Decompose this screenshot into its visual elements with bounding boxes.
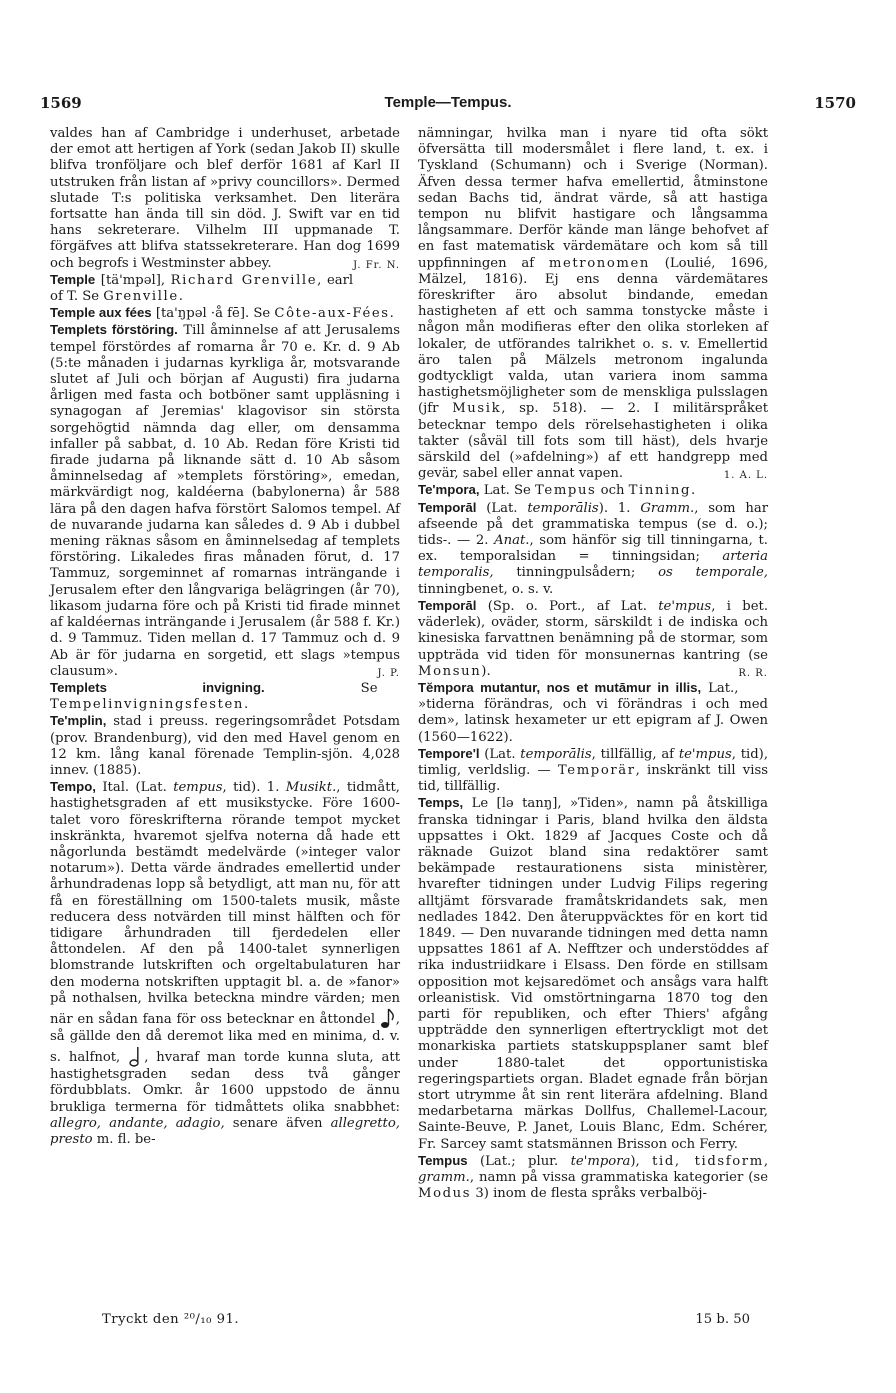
author-signature: J. Fr. N. xyxy=(353,259,400,271)
spaced-name: Richard Grenville xyxy=(170,272,318,288)
headword: Te'mplin, xyxy=(50,713,107,729)
entry-text: . xyxy=(244,697,249,713)
entry-text: (Lat.; plur. xyxy=(467,1153,571,1169)
running-title: Temple—Tempus. xyxy=(384,94,512,111)
headword: Temps, xyxy=(418,795,464,811)
entry-text: Lat. Se xyxy=(479,483,536,499)
italic-term: te'mpus xyxy=(678,746,732,762)
entry-tempus xyxy=(418,1153,768,1203)
italic-term: Musikt. xyxy=(285,780,337,796)
entry-text: 3) inom de flesta språks verbalböj- xyxy=(471,1186,707,1202)
headword: Templets invigning. xyxy=(50,679,265,695)
page-number-left: 1569 xyxy=(40,94,82,112)
cross-reference: Musik xyxy=(452,401,502,417)
entry-templets-invigning xyxy=(50,680,400,713)
half-note-icon xyxy=(128,1045,144,1067)
entry-temporel xyxy=(418,746,768,796)
entry-tempo-continuation xyxy=(418,126,768,482)
entry-text: , tid). 1. xyxy=(222,780,286,796)
entry-temple-aux-fees xyxy=(50,305,400,322)
cross-reference: Monsun xyxy=(418,663,482,679)
entry-text: stad i preuss. regeringsområdet Potsdam (prov. Brandenburg), vid den med Havel genom en 12 km. lång kanal förenade Templin-sjön. 4,028 innev. (1885). xyxy=(50,714,400,778)
italic-term: os temporale, xyxy=(658,565,768,581)
headword: Temple aux fées xyxy=(50,305,152,321)
entry-text: (Loulié, 1696, Mälzel, 1816). Ej ens denna värdemätares föreskrifter äro absolut bindande, emedan hastigheten af ett och samma tonstycke måste i någon mån modifieras efter den olika storleken af lokaler, de utförandes talrikhet o. s. v. Emellertid äro talen på Mälzels metronom ingalunda godtyckligt valda, utan variera inom samma hastighetsmöjligheter som de menskliga pulsslagen (jfr xyxy=(418,255,768,417)
entry-text: , namn på vissa grammatiska kategorier (se xyxy=(469,1170,768,1185)
entry-text: , earl of T. Se xyxy=(50,272,354,305)
entry-text: , tid), timlig, verldslig. — xyxy=(418,746,769,778)
entry-text: . xyxy=(389,306,394,322)
entry-text: (Lat. xyxy=(479,746,521,762)
headword: Temporāl xyxy=(418,597,477,613)
cross-reference: Modus xyxy=(418,1186,472,1202)
page-header xyxy=(40,94,856,114)
entry-text: , sp. 518). — 2. I militärspråket betecknar tempo dels rörelsehastigheten i olika takter (såväl till fots som till häst), dels hvarje särskild del (»afdelning») af ett handgrepp med gevär, sabel eller annat vapen. xyxy=(418,401,768,482)
italic-term: arteria temporalis, xyxy=(418,549,768,581)
entry-text: . xyxy=(178,289,183,305)
entry-text: Till åminnelse af att Jerusalems tempel förstördes af romarna år 70 e. Kr. d. 9 Ab (5:te månaden i judarnas kyrkliga år, motsvarande slutet af Juli och början af Augusti) fira judarna årligen med fasta och botböner samt uppläsning i synagogan af Jeremias' klagovisor sin största sorgehögtid nämnda dag eller, om densamma infaller på sabbat, d. 10 Ab. Redan före Kristi tid firade judarna på liknande sätt d. 10 Ab såsom åminnelsedag af »templets förstöring», emedan, märkvärdigt nog, kaldéerna (babylonerna) år 588 lära på den dagen hafva förstört Salomos tempel. Af de nuvarande judarna kan således d. 9 Ab i dubbel mening räknas såsom en åminnelsedag af templets förstöring. Likaledes firas månaden förut, d. 17 Tammuz, sorgeminnet af romarnas inträngande i Jerusalem efter den långvariga belägringen (år 70), likasom judarna före och på Kristi tid firade minnet af kaldéernas inträngande i Jerusalem (år 588 f. Kr.) d. 9 Tammuz. Tiden mellan d. 17 Tammuz och d. 9 Ab är för judarna en sorgetid, ett slags »tempus clausum». xyxy=(50,323,400,679)
entry-text: , inskränkt till viss tid, tillfällig. xyxy=(418,762,768,795)
headword: Temple xyxy=(50,271,96,287)
entry-text: . xyxy=(691,483,696,499)
print-date: Tryckt den ²⁰/₁₀ 91. xyxy=(102,1312,240,1327)
entry-text: ). xyxy=(481,663,491,679)
cross-reference: Tempus xyxy=(535,483,597,499)
cross-reference: Côte-aux-Fées xyxy=(274,306,390,322)
left-column xyxy=(50,126,400,1148)
entry-tempo xyxy=(50,779,400,1148)
author-signature: J. P. xyxy=(377,667,400,679)
headword: Tempus xyxy=(418,1152,468,1168)
entry-text: , tillfällig, af xyxy=(591,746,679,762)
entry-text: (Sp. o. Port., af Lat. xyxy=(476,598,659,614)
entry-text: , xyxy=(763,1153,769,1169)
page-footer xyxy=(102,1312,768,1332)
headword: Tempo, xyxy=(50,779,96,795)
entry-text: , så gällde den då deremot lika med en minima, d. v. s. halfnot, xyxy=(50,1011,400,1066)
cross-reference: Grenville xyxy=(103,289,179,305)
headword: Te'mpora, xyxy=(418,482,480,498)
entry-text: , i bet. väderlek), oväder, storm, särskildt i de indiska och kinesiska farvattnen benämning på de stormar, som uppträda vid tiden för monsunernas kantring (se xyxy=(418,598,769,663)
sheet-signature: 15 b. 50 xyxy=(695,1312,750,1327)
cross-reference: Tempelinvigningsfesten xyxy=(50,697,245,713)
author-signature: 1. A. L. xyxy=(723,470,768,482)
italic-term: te'mpora xyxy=(570,1153,631,1169)
entry-text: [ta'ŋpəl ·å fē]. Se xyxy=(151,306,275,322)
italic-term: temporālis xyxy=(527,500,599,516)
entry-temporal-1 xyxy=(418,500,768,598)
page-number-right: 1570 xyxy=(814,94,856,112)
entry-text: Se xyxy=(264,680,378,696)
italic-term: allegretto, presto xyxy=(50,1115,400,1147)
spaced-term: metronomen xyxy=(548,255,650,271)
entry-text: ). 1. xyxy=(598,500,641,516)
entry-text: ), xyxy=(630,1153,653,1169)
headword: Templets förstöring. xyxy=(50,322,178,338)
entry-temple xyxy=(50,272,400,305)
italic-term: te'mpus xyxy=(658,598,712,614)
entry-text: tinningpulsådern; xyxy=(493,565,659,581)
italic-term: Gramm. xyxy=(640,500,695,516)
entry-text: , hvaraf man torde kunna sluta, att hastighetsgraden sedan dess två gånger fördubblats. Omkr. år 1600 uppstodo de ännu brukliga termerna för tidmåttets olika snabbhet: xyxy=(50,1050,400,1115)
entry-text: senare äfven xyxy=(224,1115,331,1131)
italic-term: temporālis xyxy=(520,746,592,762)
italic-term: Anat. xyxy=(494,533,530,549)
entry-temporal-2 xyxy=(418,598,768,680)
entry-text: valdes han af Cambridge i underhuset, arbetade der emot att hertigen af York (sedan Jakob II) skulle blifva tronföljare och blef derför 1681 af Karl II utstruken från listan af »privy councillors». Dermed slutade T:s politiska verksamhet. Den literära fortsatte han ända till sin död. J. Swift var en tid hans sekreterare. Vilhelm III uppmanade T. förgäfves att blifva statssekreterare. Han dog 1699 och begrofs i Westminster abbey. xyxy=(50,126,400,271)
cross-reference: Tinning xyxy=(628,483,691,499)
entry-temps xyxy=(418,795,768,1152)
entry-text: , som hänför sig till tinningarna, t. ex. temporalsidan = tinningsidan; xyxy=(418,533,768,565)
entry-continuation xyxy=(50,126,400,272)
italic-term: allegro, andante, adagio, xyxy=(50,1115,225,1131)
entry-tempora-mutantur xyxy=(418,680,768,746)
headword: Temporāl xyxy=(418,499,477,515)
right-column xyxy=(418,126,768,1202)
headword: Tempore'l xyxy=(418,745,480,761)
entry-text: , som har afseende på det grammatiska tempus (se d. o.); tids-. — 2. xyxy=(418,500,768,549)
entry-text: Ital. (Lat. xyxy=(95,780,174,796)
spaced-term: Temporär xyxy=(557,762,636,778)
entry-text: m. fl. be- xyxy=(92,1131,156,1147)
entry-text: (Lat. xyxy=(476,500,528,516)
entry-text: tinningbenet, o. s. v. xyxy=(418,581,554,597)
entry-text: och xyxy=(596,483,629,499)
entry-text: [tä'mpəl], xyxy=(95,272,171,288)
author-signature: R. R. xyxy=(738,667,768,679)
italic-term: tempus xyxy=(173,780,223,796)
spaced-term: tid, tidsform xyxy=(652,1153,764,1169)
eighth-note-icon xyxy=(380,1007,396,1029)
entry-text: , tidmått, hastighetsgraden af ett musikstycke. Före 1600-talet voro föreskrifterna rörande tempot mycket inskränkta, hvaremot sjelfva noterna då hade ett någorlunda bestämdt medelvärde (»integer valor notarum»). Detta värde ändrades emellertid under århundradenas lopp så betydligt, att man nu, för att få en föreställning om 1500-talets musik, måste reducera dess notvärden till minst hälften och för tidigare århundraden till fjerdedelen eller åttondelen. Af den på 1400-talet synnerligen blomstrande lutskriften och orgeltabulaturen har den moderna notskriften upptagit bl. a. de »fanor» på nothalsen, hvilka beteckna mindre värden; men när en sådan fana för oss betecknar en åttondel xyxy=(50,780,400,1027)
headword: Tĕmpora mutantur, nos et mutāmur in illis, xyxy=(418,679,702,695)
entry-tempora xyxy=(418,482,768,499)
entry-text: Lat., »tiderna förändras, och vi förändras i och med dem», latinsk hexameter ur ett epigram af J. Owen (1560—1622). xyxy=(418,680,768,745)
entry-templets-forstoring xyxy=(50,322,400,679)
entry-text: Le [lə tanŋ], »Tiden», namn på åtskilliga franska tidningar i Paris, bland hvilka den äldsta uppsattes i Okt. 1829 af Jacques Coste och då räknade Guizot bland sina redaktörer samt bekämpade restaurationens sista ministèrer, hvarefter tidningen under Ludvig Filips regering alltjämt försvarade framåtskridandets sak, men nedlades 1842. Den återuppväcktes för en kort tid 1849. — Den nuvarande tidningen med detta namn uppsattes 1861 af A. Nefftzer och understöddes af rika industriidkare i Elsass. Den förde en stillsam opposition mot kejsaredömet och ansågs vara halft orleanistisk. Vid omstörtningarna 1870 tog den parti för republiken, och efter Thiers' afgång uppträdde den synnerligen eftertryckligt mot det monarkiska partiets statskuppsplaner samt blef under 1880-talet det opportunistiska regeringspartiets organ. Bladet egnade från början stort utrymme åt sin rent literära afdelning. Bland medarbetarna märkas Dollfus, Challemel-Lacour, Sainte-Beuve, P. Janet, Louis Blanc, Edm. Schérer, Fr. Sarcey samt statsmännen Brisson och Ferry. xyxy=(418,796,768,1152)
entry-templin xyxy=(50,713,400,779)
italic-term: gramm. xyxy=(418,1170,470,1185)
entry-text: nämningar, hvilka man i nyare tid ofta sökt öfversätta till modersmålet i flere land, t. ex. i Tyskland (Schumann) och i Sverige (Norman). Äfven dessa termer hafva emellertid, åtminstone sedan Bachs tid, ändrat värde, så att hastiga tempon nu blifvit hastigare och långsamma långsammare. Derför kände man länge behofvet af en fast matematisk värdemätare och kom så till uppfinningen af xyxy=(418,126,768,271)
